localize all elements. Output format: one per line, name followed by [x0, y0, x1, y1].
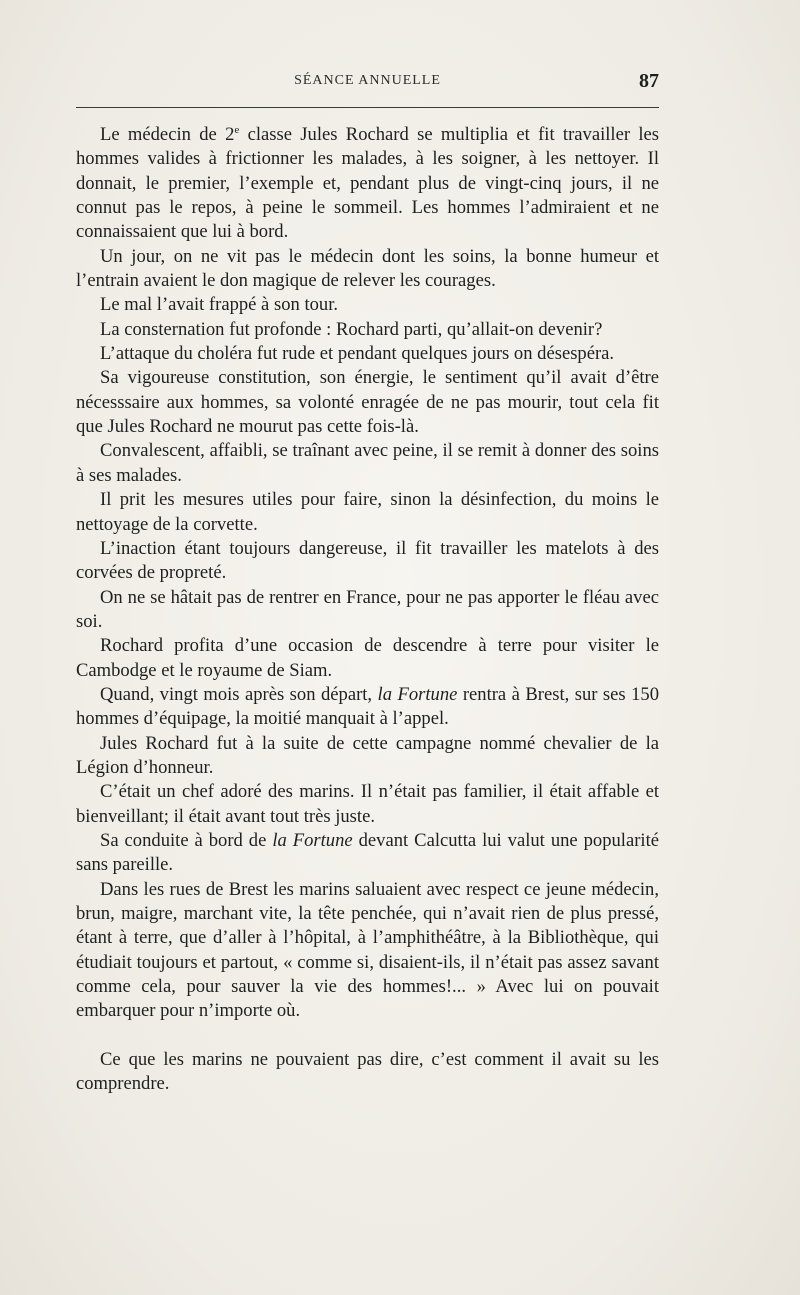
text-segment: L’inaction étant toujours dangereuse, il fit travailler les matelots à des corvées de propreté.: [76, 537, 659, 584]
text-segment: Un jour, on ne vit pas le médecin dont les soins, la bonne humeur et l’entrain avaient le don magique de relever les courages.: [76, 245, 659, 292]
body-text: [76, 123, 659, 1096]
paragraph: [76, 780, 659, 829]
paragraph: [76, 634, 659, 683]
paragraph: [76, 683, 659, 732]
paragraph: [76, 586, 659, 635]
italic-title: la Fortune: [377, 683, 458, 705]
text-segment: C’était un chef adoré des marins. Il n’était pas familier, il était affable et bienveillant; il était avant tout très juste.: [76, 781, 659, 827]
paragraph: [76, 342, 659, 366]
text-segment: Ce que les marins ne pouvaient pas dire, c’est comment il avait su les comprendre.: [76, 1048, 659, 1095]
paragraph: [76, 123, 659, 245]
text-segment: Quand, vingt mois après son départ,: [100, 683, 378, 705]
text-segment: Sa conduite à bord de: [100, 829, 273, 851]
italic-title: la Fortune: [272, 829, 353, 851]
paragraph: [76, 245, 659, 294]
text-segment: Jules Rochard fut à la suite de cette campagne nommé chevalier de la Légion d’honneur.: [76, 732, 659, 778]
superscript: e: [234, 124, 240, 136]
running-head: SÉANCE ANNUELLE: [294, 73, 441, 88]
text-segment: Dans les rues de Brest les marins saluaient avec respect ce jeune médecin, brun, maigre, marchant vite, la tête penchée, qui n’avait rien de plus pressé, étant à terre, que d’aller à l’hôpital, à l’amphithéâtre, à la Bibliothèque, qui étudiait toujours et partout, « comme si, disaient-ils, il n’était pas assez savant comme cela, pour sauver la vie des hommes!... » Avec lui on pouvait embarquer pour n’importe où.: [76, 878, 659, 1022]
paragraph: [76, 488, 659, 537]
text-segment: La consternation fut profonde : Rochard parti, qu’allait-on devenir?: [100, 318, 603, 340]
text-segment: Le mal l’avait frappé à son tour.: [100, 294, 339, 316]
text-segment: L’attaque du choléra fut rude et pendant quelques jours on désespéra.: [100, 343, 615, 365]
text-segment: Rochard profita d’une occasion de descendre à terre pour visiter le Cambodge et le royaume de Siam.: [76, 635, 659, 681]
text-segment: Il prit les mesures utiles pour faire, sinon la désinfection, du moins le nettoyage de la corvette.: [76, 489, 659, 535]
paragraph: [76, 293, 659, 317]
page-number: 87: [639, 70, 659, 92]
paragraph: [76, 878, 659, 1024]
header-rule: [76, 107, 659, 108]
page-header: [76, 70, 659, 97]
paragraph: [76, 537, 659, 586]
text-segment: On ne se hâtait pas de rentrer en France, pour ne pas apporter le fléau avec soi.: [76, 586, 659, 632]
paragraph: [76, 366, 659, 439]
paragraph: [76, 732, 659, 781]
text-segment: devant Calcutta lui valut une popularité sans pareille.: [76, 829, 660, 876]
paragraph: [76, 439, 659, 488]
text-segment: Sa vigoureuse constitution, son énergie, le sentiment qu’il avait d’être nécesssaire aux hommes, sa volonté enragée de ne pas mourir, tout cela fit que Jules Rochard ne mourut pas cette fois-là.: [76, 367, 659, 438]
text-segment: classe Jules Rochard se multiplia et fit travailler les hommes valides à frictionner les malades, à les soigner, à les nettoyer. Il donnait, le premier, l’exemple et, pendant plus de vingt-cinq jours, il ne connut pas le repos, à peine le sommeil. Les hommes l’admiraient et ne connaissaient que lui à bord.: [76, 124, 659, 243]
text-segment: Le médecin de 2: [100, 124, 235, 145]
paragraph: [76, 829, 659, 878]
text-segment: Convalescent, affaibli, se traînant avec peine, il se remit à donner des soins à ses malades.: [76, 440, 659, 486]
paragraph: [76, 318, 659, 342]
text-segment: rentra à Brest, sur ses 150 hommes d’équipage, la moitié manquait à l’appel.: [76, 683, 659, 730]
paragraph: [76, 1048, 659, 1097]
